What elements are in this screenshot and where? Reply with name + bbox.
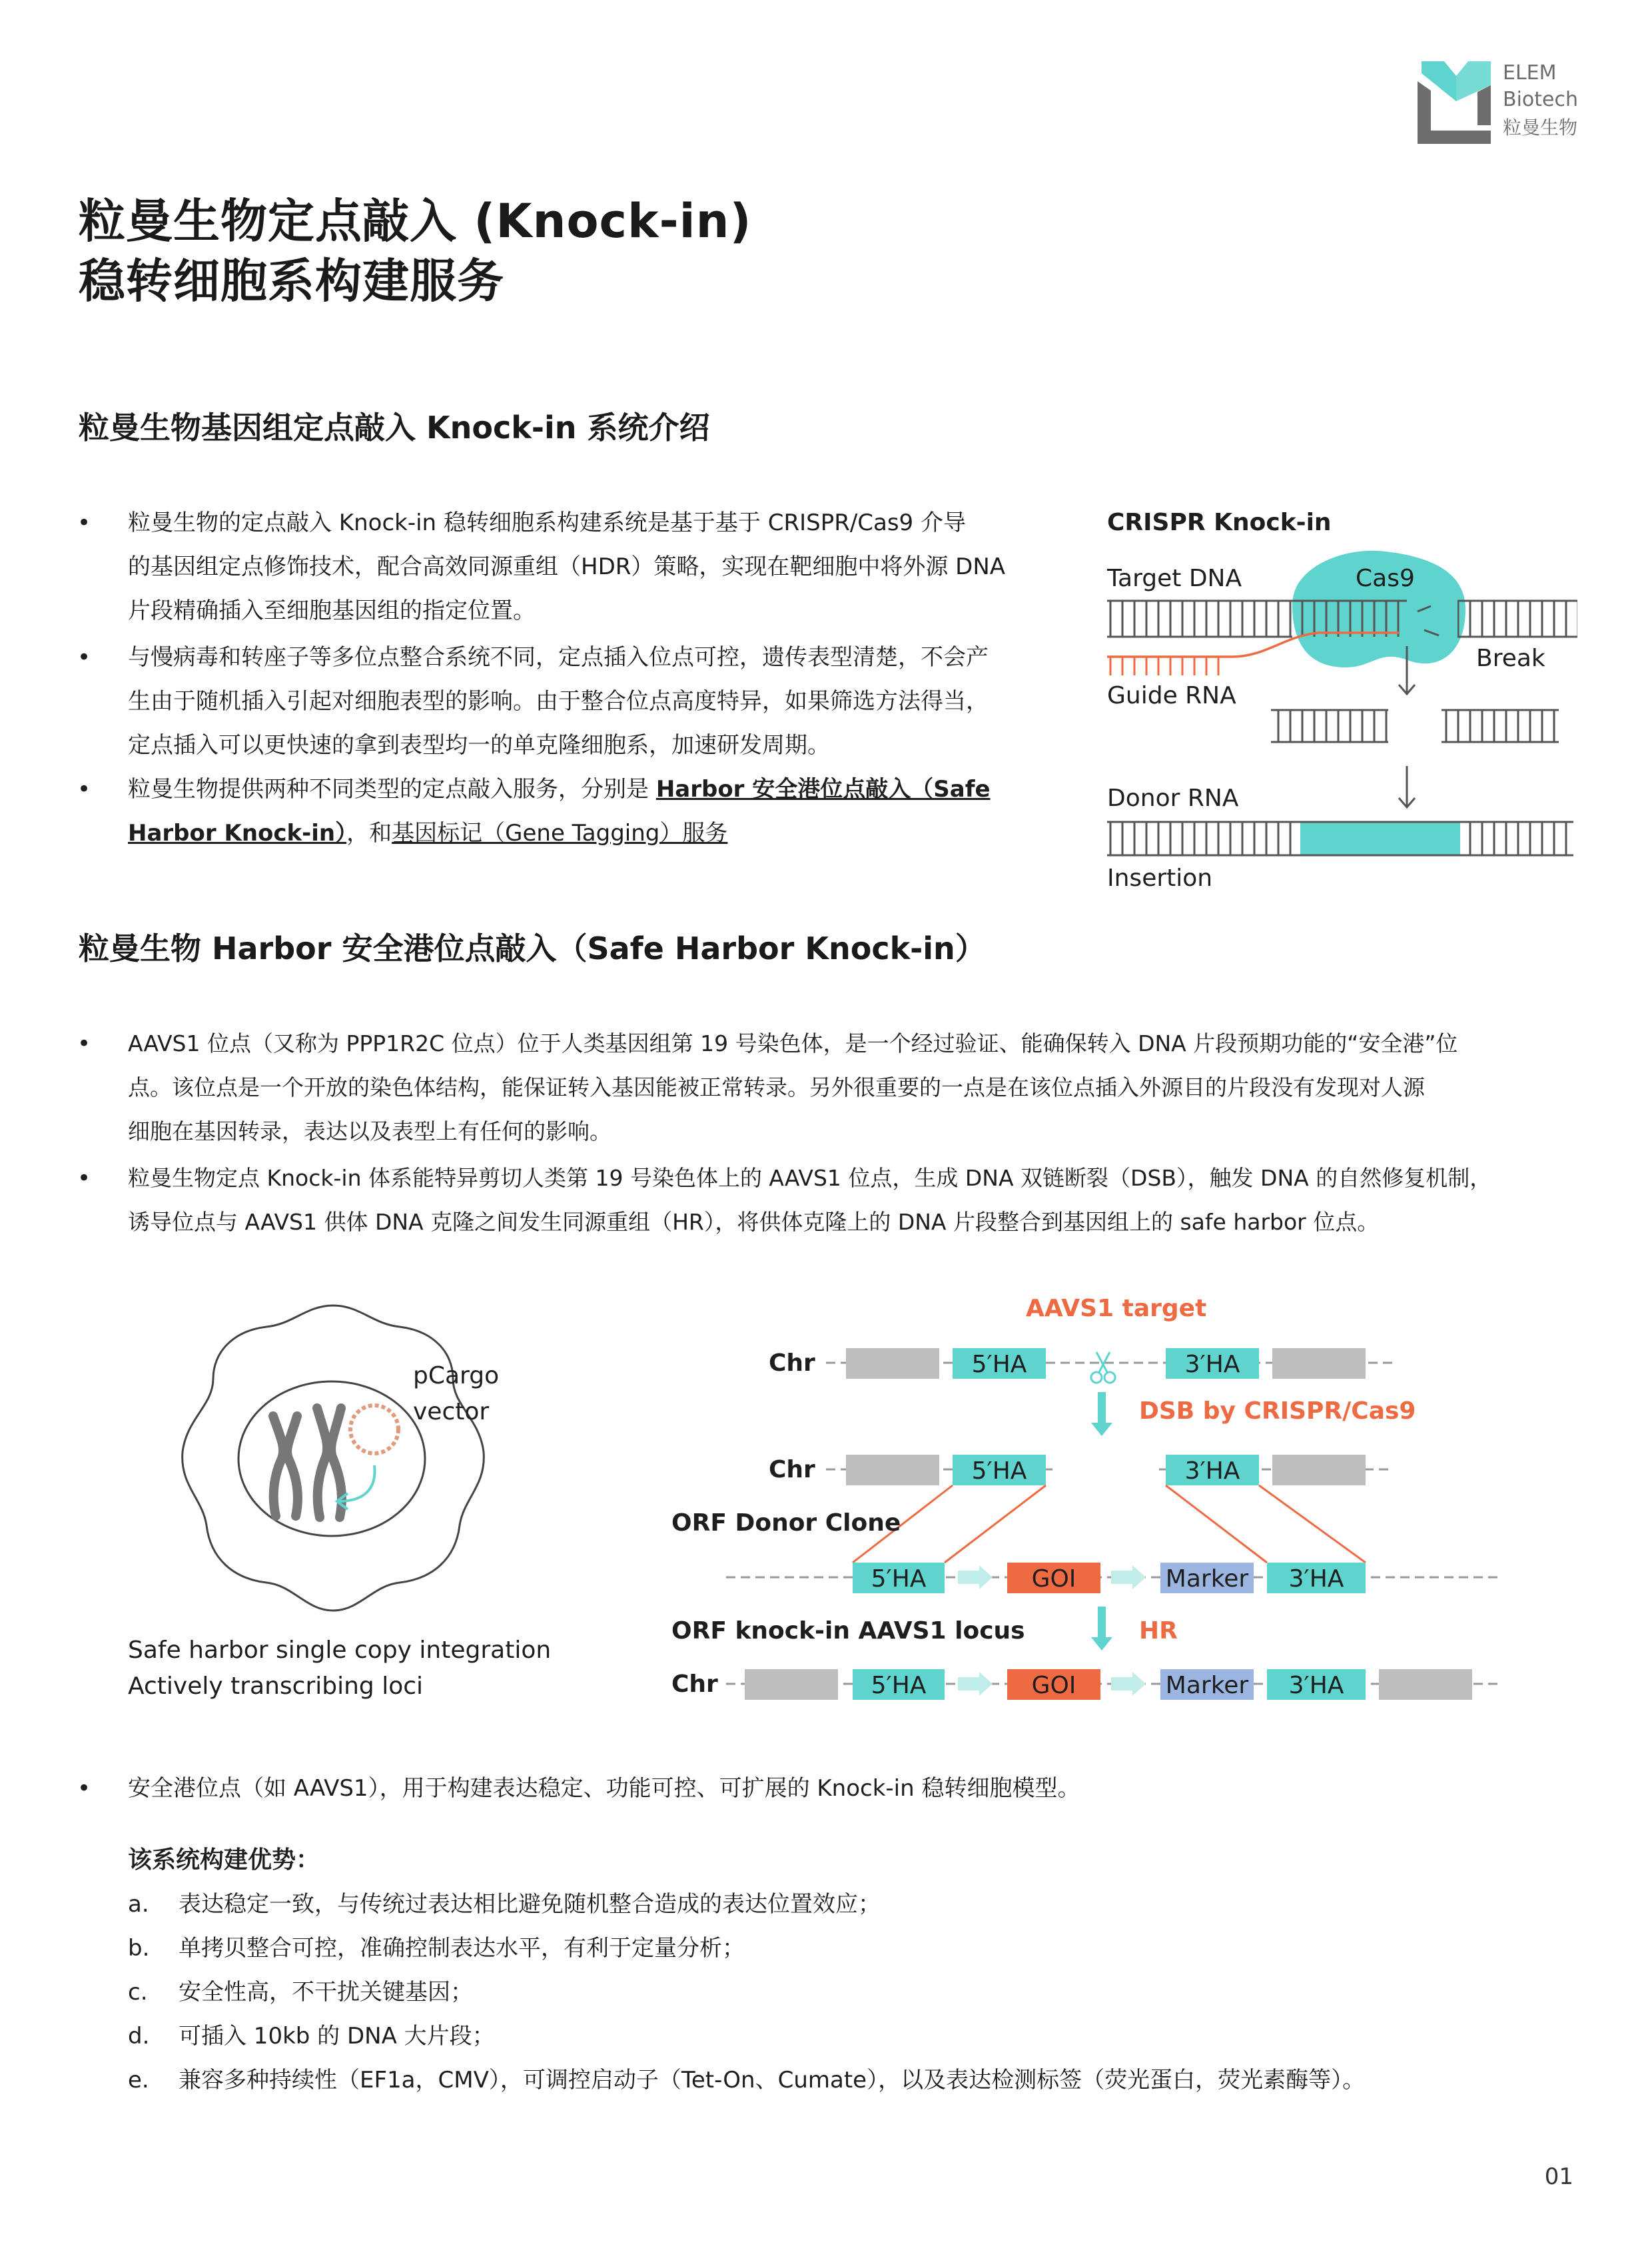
cut-dna-right [1442,710,1559,742]
advantage-letter: a. [128,1891,149,1918]
chromosome-icon [273,1416,298,1516]
crispr-knockin-diagram [1092,493,1599,906]
aavs1-knockin-diagram [659,1286,1512,1712]
section1-bullet-3 [128,767,991,855]
dsb-label: DSB by CRISPR/Cas9 [1139,1397,1416,1425]
advantage-letter: d. [128,2023,150,2050]
advantage-letter: e. [128,2067,149,2093]
ha3-label: 3′HA [1288,1565,1344,1593]
ha5-label: 5′HA [971,1351,1027,1378]
bullet-dot: • [77,776,91,803]
orf-donor-label: ORF Donor Clone [671,1509,901,1537]
ha5-label: 5′HA [871,1565,927,1593]
elem-logo-icon [1418,61,1492,144]
insertion-dna-left [1107,822,1300,855]
text-line: 与慢病毒和转座子等多位点整合系统不同，定点插入位点可控，遗传表型清楚，不会产 [128,644,989,671]
chr-label: Chr [769,1456,815,1483]
section1-bullet-1 [128,501,1005,633]
chr-segment-grey [1272,1348,1366,1379]
text-span: ，和 [346,820,392,847]
target-dna-left [1107,601,1407,637]
advantage-item: 可插入 10kb 的 DNA 大片段； [179,2023,495,2050]
plasmid-vector-icon [350,1405,398,1453]
homologous-crossover-lines [853,1485,1366,1563]
cell-diagram [160,1292,506,1625]
bullet-dot: • [77,1165,91,1192]
safe-harbor-link[interactable]: Harbor 安全港位点敲入（Safe [655,776,991,803]
cell-caption-2: Actively transcribing loci [128,1673,424,1700]
hr-label: HR [1139,1617,1178,1645]
scissors-icon [1091,1352,1115,1383]
bullet-dot: • [77,510,91,536]
section1-heading: 粒曼生物基因组定点敲入 Knock-in 系统介绍 [79,410,710,446]
arrow-right-icon [1111,1672,1146,1696]
marker-label: Marker [1165,1672,1249,1699]
text-line: 的基因组定点修饰技术，配合高效同源重组（HDR）策略，实现在靶细胞中将外源 DNA [128,554,1006,580]
text-line: 细胞在基因转录，表达以及表型上有任何的影响。 [128,1118,612,1144]
logo-text-chinese: 粒曼生物 [1503,117,1578,139]
arrow-down-icon [1091,1637,1112,1651]
ha3-label: 3′HA [1184,1457,1240,1485]
orf-knockin-label: ORF knock-in AAVS1 locus [671,1617,1025,1645]
arrow-down-icon [1091,1423,1112,1436]
break-label: Break [1476,645,1545,672]
advantages-title: 该系统构建优势： [128,1846,320,1874]
text-line: 诱导位点与 AAVS1 供体 DNA 克隆之间发生同源重组（HR），将供体克隆上的 DNA 片段整合到基因组上的 safe harbor 位点。 [128,1209,1380,1235]
ha3-label: 3′HA [1184,1351,1240,1378]
bullet-dot: • [77,644,91,671]
arrow-right-icon [1111,1565,1146,1589]
pcargo-label: pCargo [413,1362,500,1389]
advantage-item: 表达稳定一致，与传统过表达相比避免随机整合造成的表达位置效应； [179,1891,881,1918]
goi-label: GOI [1031,1565,1076,1593]
guide-rna-label: Guide RNA [1107,682,1236,709]
vector-label: vector [413,1398,490,1425]
chr-segment-grey [1379,1669,1472,1700]
advantage-item: 兼容多种持续性（EF1a，CMV），可调控启动子（Tet-On、Cumate），以及表达检测标签（荧光蛋白，荧光素酶等）。 [179,2067,1366,2093]
text-line: 粒曼生物定点 Knock-in 体系能特异剪切人类第 19 号染色体上的 AAVS1 位点，生成 DNA 双链断裂（DSB），触发 DNA 的自然修复机制， [128,1165,1492,1191]
section2-heading: 粒曼生物 Harbor 安全港位点敲入（Safe Harbor Knock-in） [79,931,986,966]
safe-harbor-link-cont[interactable]: Harbor Knock-in） [128,820,347,847]
crispr-title: CRISPR Knock-in [1107,509,1332,536]
goi-label: GOI [1031,1672,1076,1699]
aavs1-target-title: AAVS1 target [1026,1295,1207,1322]
target-dna-label: Target DNA [1107,565,1242,592]
advantage-letter: b. [128,1935,150,1962]
bullet-dot: • [77,1030,91,1057]
text-line: 片段精确插入至细胞基因组的指定位置。 [128,597,536,624]
inserted-fragment [1300,822,1460,855]
gene-tagging-link[interactable]: 基因标记（Gene Tagging）服务 [392,820,728,847]
guide-rna-strand [1107,657,1227,675]
company-logo [1418,61,1591,148]
insertion-label: Insertion [1107,865,1213,892]
text-line: 点。该位点是一个开放的染色体结构，能保证转入基因能被正常转录。另外很重要的一点是在该位点插入外源目的片段没有发现对人源 [128,1074,1425,1100]
text-line: 定点插入可以更快速的拿到表型均一的单克隆细胞系，加速研发周期。 [128,732,830,759]
insertion-dna-right [1460,822,1573,855]
target-dna-right [1457,601,1577,637]
section2-bullet-1 [128,1022,1457,1154]
text-span: 粒曼生物提供两种不同类型的定点敲入服务，分别是 [128,776,656,803]
donor-rna-label: Donor RNA [1107,785,1239,812]
chr-segment-grey [846,1455,939,1485]
page-title-line2: 稳转细胞系构建服务 [79,254,504,308]
advantage-item: 单拷贝整合可控，准确控制表达水平，有利于定量分析； [179,1935,745,1962]
page-number: 01 [1544,2163,1573,2190]
section1-bullet-2 [128,635,989,767]
text-line: AAVS1 位点（又称为 PPP1R2C 位点）位于人类基因组第 19 号染色体，是一个经过验证、能确保转入 DNA 片段预期功能的“安全港”位 [128,1030,1458,1056]
logo-text-biotech: Biotech [1503,88,1578,111]
advantage-letter: c. [128,1979,148,2006]
arrow-right-icon [958,1565,993,1589]
logo-text-elem: ELEM [1503,61,1557,85]
chr-segment-grey [745,1669,838,1700]
chr-label: Chr [769,1349,815,1377]
text-line: 生由于随机插入引起对细胞表型的影响。由于整合位点高度特异，如果筛选方法得当， [128,688,989,715]
text-line: 粒曼生物的定点敲入 Knock-in 稳转细胞系构建系统是基于基于 CRISPR/Cas9 介导 [128,510,966,536]
ha5-label: 5′HA [871,1672,927,1699]
ha3-label: 3′HA [1288,1672,1344,1699]
chr-segment-grey [846,1348,939,1379]
cas9-label: Cas9 [1356,565,1415,592]
section3-bullet: 安全港位点（如 AAVS1），用于构建表达稳定、功能可控、可扩展的 Knock-in 稳转细胞模型。 [128,1775,1080,1802]
page-title-line1: 粒曼生物定点敲入 (Knock-in) [79,194,752,248]
marker-label: Marker [1165,1565,1249,1593]
chr-label: Chr [671,1671,718,1698]
bullet-dot: • [77,1775,91,1802]
cell-caption-1: Safe harbor single copy integration [128,1637,552,1664]
chr-segment-grey [1272,1455,1366,1485]
cut-dna-left [1271,710,1388,742]
advantage-item: 安全性高，不干扰关键基因； [179,1979,473,2006]
ha5-label: 5′HA [971,1457,1027,1485]
section2-bullet-2 [128,1156,1491,1244]
arrow-right-icon [958,1672,993,1696]
